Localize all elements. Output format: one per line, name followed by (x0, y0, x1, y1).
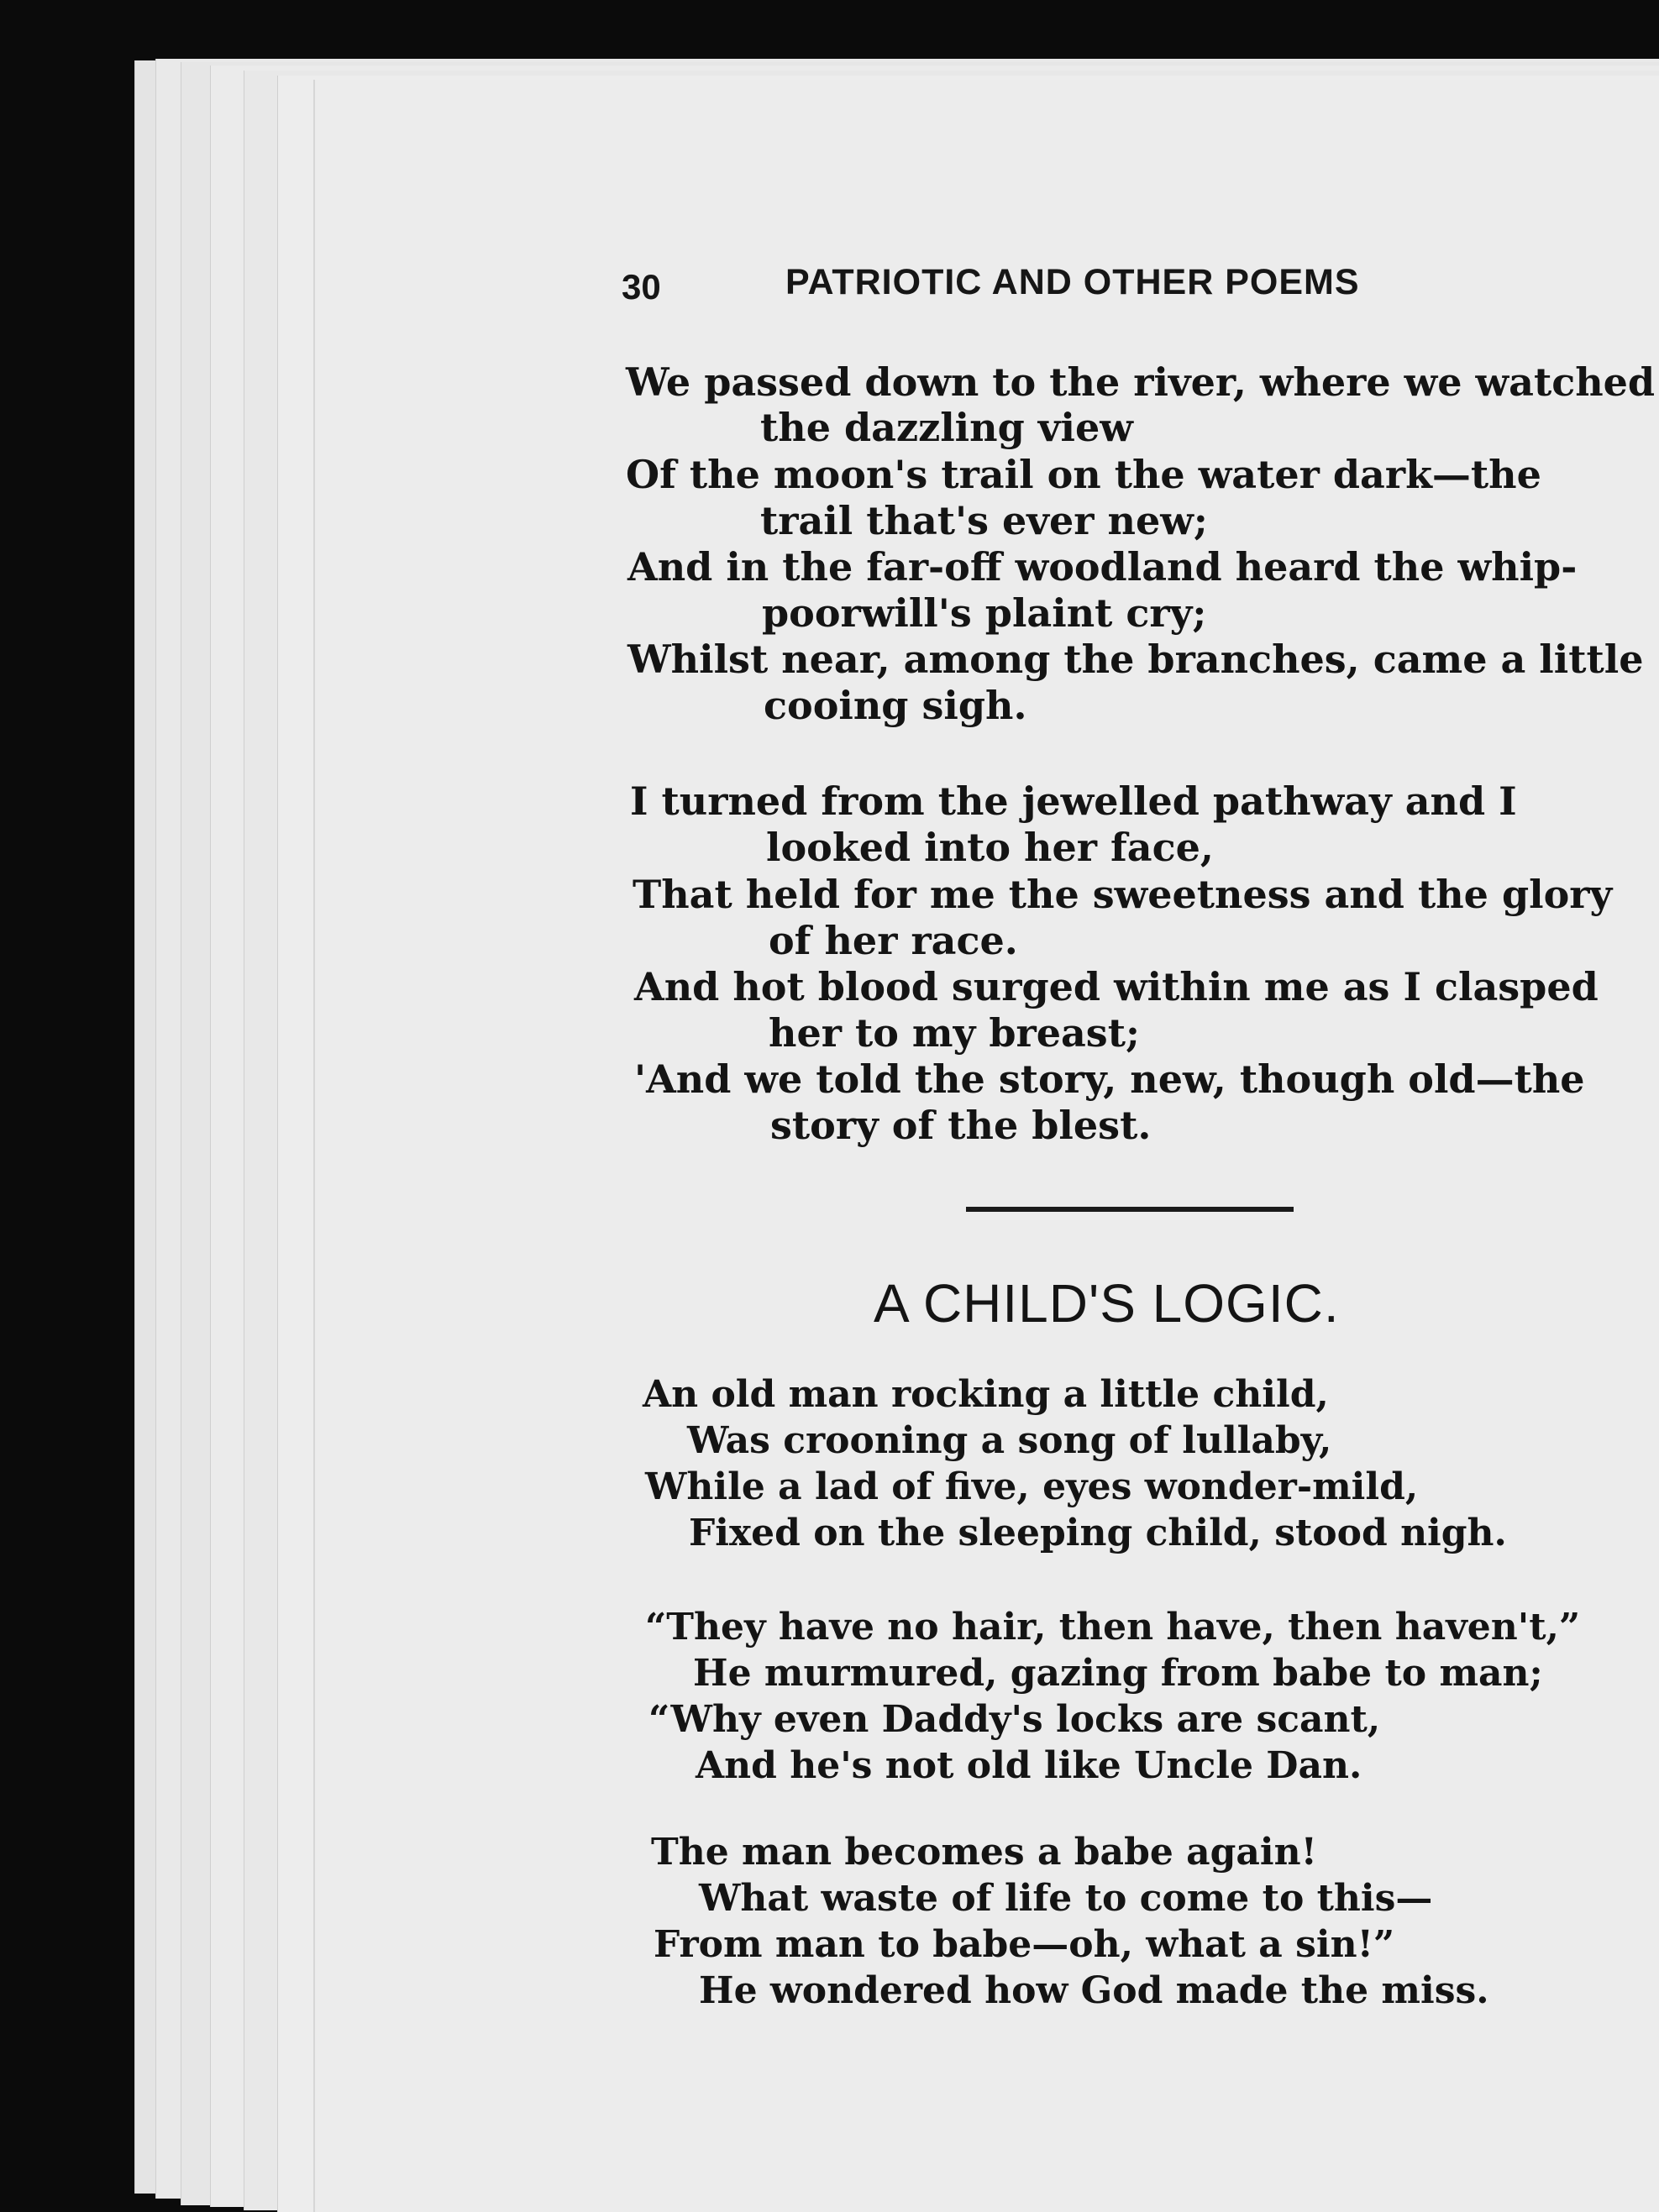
poem-line: And in the far-off woodland heard the whip- (627, 544, 1578, 590)
poem-line: of her race. (769, 918, 1018, 963)
poem-line: cooing sigh. (764, 683, 1027, 728)
section-divider (966, 1207, 1294, 1212)
poem-line: While a lad of five, eyes wonder-mild, (645, 1465, 1419, 1508)
poem-line: “They have no hair, then have, then haven't,” (645, 1606, 1581, 1649)
poem-title: A CHILD'S LOGIC. (874, 1273, 1340, 1334)
poem-line: He wondered how God made the miss. (699, 1969, 1489, 2012)
poem-line: “Why even Daddy's locks are scant, (648, 1698, 1381, 1741)
poem-line: 'And we told the story, new, though old—the (634, 1056, 1585, 1102)
poem-line: story of the blest. (770, 1103, 1152, 1148)
poem-line: Fixed on the sleeping child, stood nigh. (689, 1512, 1507, 1554)
poem-line: The man becomes a babe again! (651, 1831, 1317, 1874)
poem-line: Was crooning a song of lullaby, (687, 1419, 1332, 1462)
poem-line: We passed down to the river, where we watched (626, 359, 1656, 405)
poem-line: I turned from the jewelled pathway and I (630, 778, 1517, 824)
page-number: 30 (622, 267, 661, 307)
poem-line: An old man rocking a little child, (643, 1373, 1329, 1416)
poem-line: And he's not old like Uncle Dan. (696, 1744, 1362, 1787)
poem-line: looked into her face, (766, 825, 1214, 870)
running-title: PATRIOTIC AND OTHER POEMS (785, 262, 1360, 302)
poem-line: Whilst near, among the branches, came a little (627, 637, 1644, 682)
poem-line: the dazzling view (760, 405, 1133, 450)
scan-border-top (0, 0, 1659, 59)
poem-line: That held for me the sweetness and the glory (633, 872, 1613, 917)
poem-line: From man to babe—oh, what a sin!” (654, 1923, 1395, 1966)
poem-line: And hot blood surged within me as I clasped (634, 964, 1599, 1009)
poem-line: Of the moon's trail on the water dark—the (626, 452, 1541, 497)
poem-line: He murmured, gazing from babe to man; (693, 1652, 1543, 1695)
poem-line: What waste of life to come to this— (699, 1877, 1433, 1920)
poem-line: her to my breast; (769, 1010, 1140, 1056)
poem-line: poorwill's plaint cry; (762, 590, 1207, 636)
poem-line: trail that's ever new; (760, 498, 1208, 543)
